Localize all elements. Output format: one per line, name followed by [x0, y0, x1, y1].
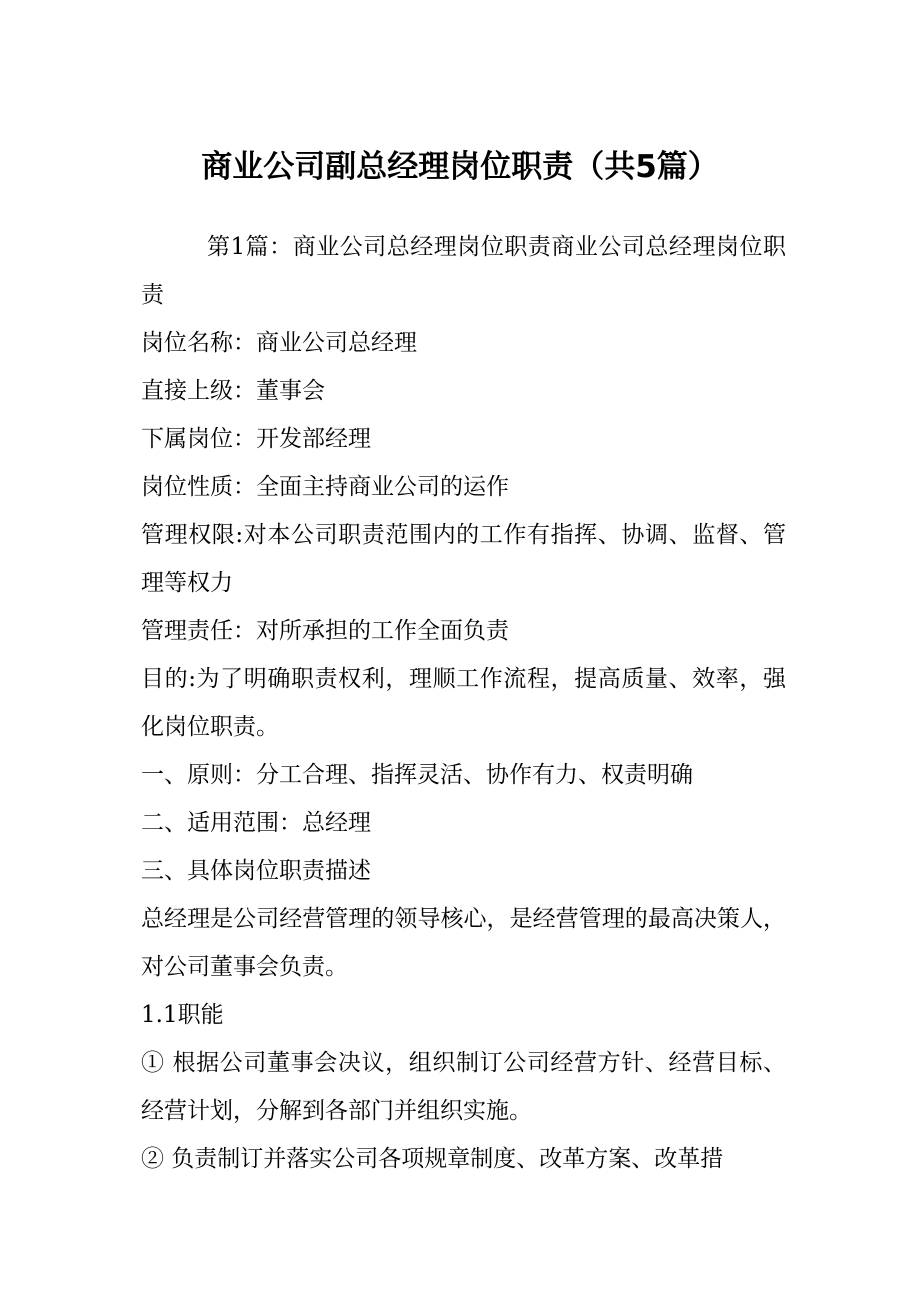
paragraph-management-authority: 管理权限:对本公司职责范围内的工作有指挥、协调、监督、管理等权力 — [141, 522, 786, 596]
paragraph-purpose: 目的:为了明确职责权利，理顺工作流程，提高质量、效率，强化岗位职责。 — [141, 666, 786, 740]
paragraph-chapter-heading: 第1篇：商业公司总经理岗位职责商业公司总经理岗位职责 — [141, 234, 786, 308]
paragraph-function-1: ① 根据公司董事会决议，组织制订公司经营方针、经营目标、经营计划，分解到各部门并组织实施。 — [141, 1050, 786, 1124]
paragraph-functions-heading: 1.1职能 — [141, 1002, 224, 1028]
paragraph-principle: 一、原则：分工合理、指挥灵活、协作有力、权责明确 — [141, 762, 693, 788]
paragraph-position-name: 岗位名称：商业公司总经理 — [141, 330, 417, 356]
paragraph-duties-heading: 三、具体岗位职责描述 — [141, 858, 371, 884]
paragraph-management-responsibility: 管理责任：对所承担的工作全面负责 — [141, 618, 509, 644]
document-body — [141, 223, 786, 1183]
paragraph-direct-superior: 直接上级：董事会 — [141, 378, 325, 404]
paragraph-position-nature: 岗位性质：全面主持商业公司的运作 — [141, 474, 509, 500]
paragraph-subordinate-position: 下属岗位：开发部经理 — [141, 426, 371, 452]
document-title: 商业公司副总经理岗位职责（共5篇） — [201, 149, 719, 185]
paragraph-scope: 二、适用范围：总经理 — [141, 810, 371, 836]
paragraph-function-2: ② 负责制订并落实公司各项规章制度、改革方案、改革措 — [141, 1146, 724, 1172]
paragraph-gm-role: 总经理是公司经营管理的领导核心，是经营管理的最高决策人，对公司董事会负责。 — [141, 906, 786, 980]
